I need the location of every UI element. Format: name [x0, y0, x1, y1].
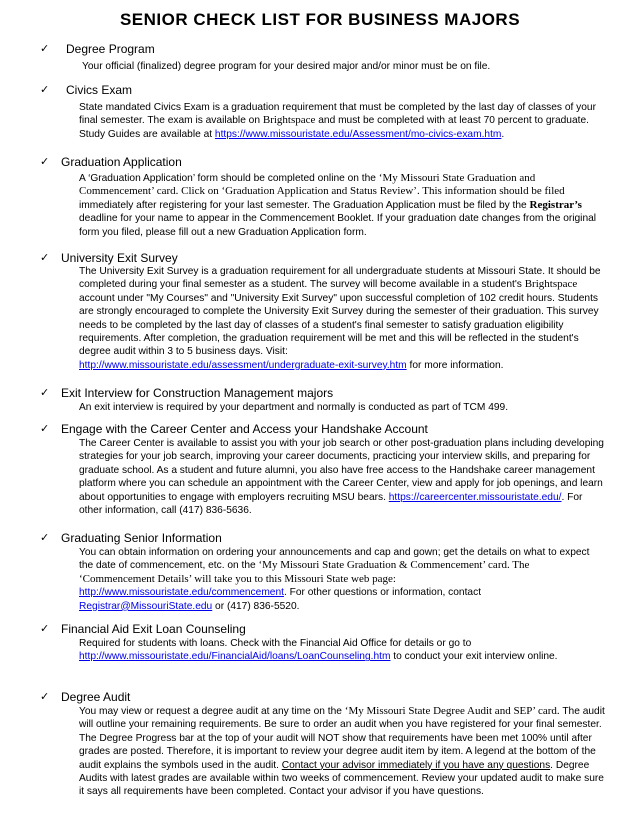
civics-exam-link[interactable]: https://www.missouristate.edu/Assessment/mo-civics-exam.htm	[214, 128, 502, 140]
checkmark-icon: ✓	[40, 155, 50, 168]
section-heading: University Exit Survey	[61, 251, 178, 265]
checkmark-icon: ✓	[40, 386, 50, 399]
checkmark-icon: ✓	[40, 531, 50, 544]
section-body: You can obtain information on ordering your announcements and cap and gown; get the details on what to expect the date of commencement, etc. on the ‘My Missouri State Graduation & Commencement’ card. The ‘Commencement Details’ will take you to this Missouri State web page: http://www.missouristate.edu/commencement. For other questions or information, contact Registrar@MissouriState.edu or (417) 836-5520.	[79, 547, 590, 612]
section-heading: Financial Aid Exit Loan Counseling	[61, 622, 246, 636]
commencement-link[interactable]: http://www.missouristate.edu/commencement	[79, 587, 284, 599]
section-body: You may view or request a degree audit at any time on the ‘My Missouri State Degree Audit and SEP’ card. The audit will outline your remaining requirements. Be sure to order an audit when you have registered for your final semester. The Degree Progress bar at the top of your audit will NOT show that requirements have been met 100% until after grades are posted. Therefore, it is important to review your degree audit item by item. A legend at the bottom of the audit explains the symbols used in the audit. Contact your advisor immediately if you have any questions. Degree Audits with latest grades are available within two weeks of commencement. Review your updated audit to make sure it says all requirements have been completed. Contact your advisor if you have questions.	[79, 705, 605, 798]
checkmark-icon: ✓	[40, 622, 50, 635]
section-heading: Graduation Application	[61, 155, 182, 169]
section-heading: Graduating Senior Information	[61, 531, 222, 545]
registrar-email-link[interactable]: Registrar@MissouriState.edu	[79, 600, 213, 612]
checkmark-icon: ✓	[40, 42, 50, 55]
section-body: The University Exit Survey is a graduation requirement for all undergraduate students at Missouri State. It should be completed during your final semester as a student. The survey will become available in a student's Brightspace account under "My Courses" and "University Exit Survey" upon successful completion of 102 credit hours. Students are strongly encouraged to complete the University Exit Survey during the semester of their graduation. This survey needs to be completed by the last day of classes of a student's final semester to satisfy graduation eligibility requirements. After completion, the graduation requirement will be met and this will be reflected in the student's degree audit within 3 to 5 business days. Visit: http://www.missouristate.edu/assessment/undergraduate-exit-survey.htm for more information.	[79, 266, 601, 371]
checkmark-icon: ✓	[40, 690, 50, 703]
loan-counseling-link[interactable]: http://www.missouristate.edu/FinancialAid/loans/LoanCounseling.htm	[79, 651, 391, 663]
section-heading: Exit Interview for Construction Management majors	[61, 386, 334, 400]
page-title: SENIOR CHECK LIST FOR BUSINESS MAJORS	[119, 10, 521, 29]
checkmark-icon: ✓	[40, 422, 50, 435]
section-body: A ‘Graduation Application’ form should be completed online on the ‘My Missouri State Graduation and Commencement’ card. Click on ‘Graduation Application and Status Review’. This information should be filed immediately after registering for your last semester. The Graduation Application must be filed by the Registrar’s deadline for your name to appear in the Commencement Booklet. If your graduation date changes from the original form you filed, please fill out a new Graduation Application form.	[79, 172, 597, 238]
checkmark-icon: ✓	[40, 251, 50, 264]
section-body: Your official (finalized) degree program for your desired major and/or minor must be on file.	[82, 61, 491, 72]
section-body: The Career Center is available to assist you with your job search or other post-graduation plans including developing strategies for your job search, improving your career documents, practicing your interview skills, and preparing for graduate school. As a student and future alumni, you also have free access to the Handshake career management platform where you can schedule an appointment with the Career Center, view and apply for job openings, and learn about opportunities to engage with employers recruiting MSU bears. https://careercenter.missouristate.edu/. For other information, call (417) 836-5636.	[79, 438, 604, 517]
exit-survey-link[interactable]: http://www.missouristate.edu/assessment/undergraduate-exit-survey.htm	[79, 359, 407, 371]
section-body: Required for students with loans. Check with the Financial Aid Office for details or go to http://www.missouristate.edu/FinancialAid/loans/LoanCounseling.htm to conduct your exit interview online.	[79, 638, 558, 663]
section-body: State mandated Civics Exam is a graduation requirement that must be completed by the last day of classes of your final semester. The exam is available on Brightspace and must be completed with at least 70 percent to graduate. Study Guides are available at https://www.missouristate.edu/Assessment/mo-civics-exam.htm.	[79, 102, 596, 140]
section-body: An exit interview is required by your department and normally is conducted as part of TCM 499.	[79, 402, 509, 413]
section-heading: Degree Program	[66, 42, 155, 56]
section-heading: Engage with the Career Center and Access your Handshake Account	[61, 422, 428, 436]
section-heading: Civics Exam	[66, 83, 133, 97]
section-heading: Degree Audit	[61, 690, 131, 704]
career-center-link[interactable]: https://careercenter.missouristate.edu/	[388, 491, 562, 503]
checkmark-icon: ✓	[40, 83, 50, 96]
